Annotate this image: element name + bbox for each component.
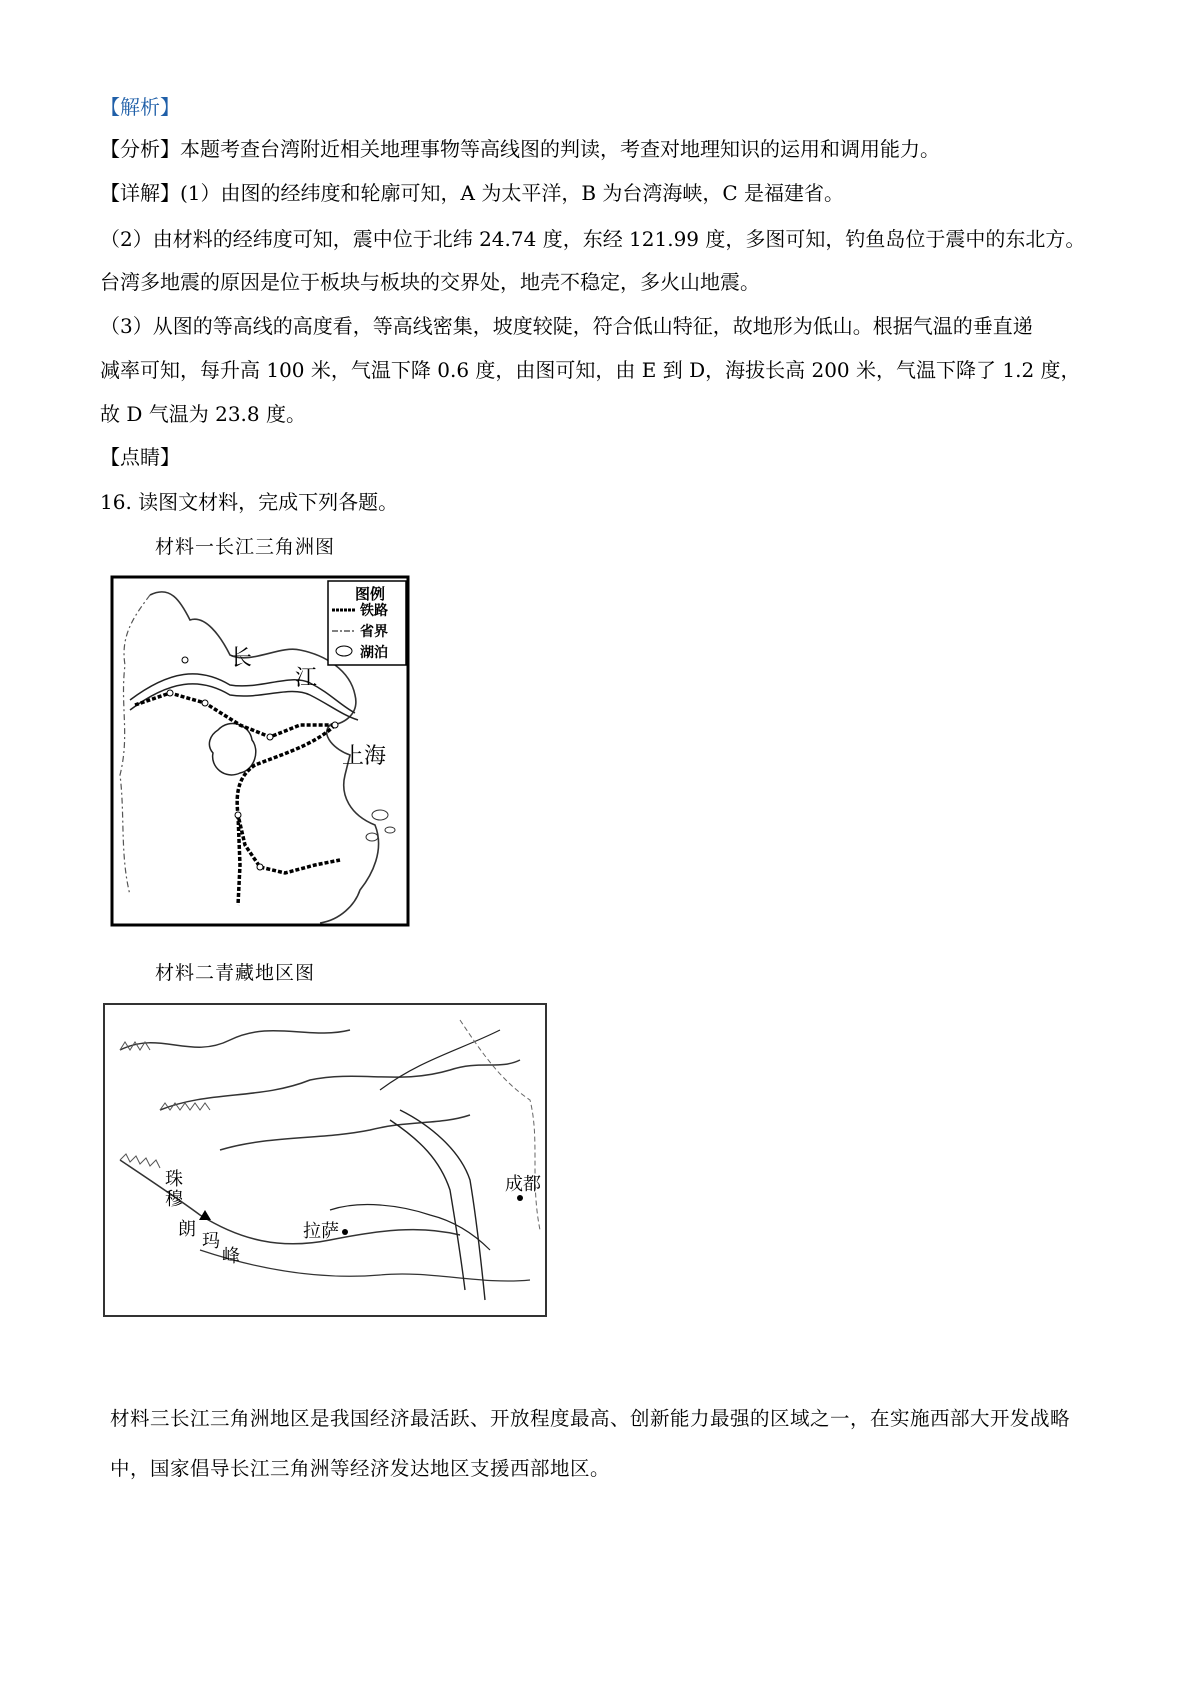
analysis-fenxi: 【分析】本题考查台湾附近相关地理事物等高线图的判读，考查对地理知识的运用和调用能力。 xyxy=(100,137,940,161)
analysis-xiangjie-3c: 故 D 气温为 23.8 度。 xyxy=(100,402,306,426)
map1-label-shanghai: 上海 xyxy=(342,744,387,769)
analysis-xiangjie-2b: 台湾多地震的原因是位于板块与板块的交界处，地壳不稳定，多火山地震。 xyxy=(100,270,760,294)
analysis-xiangjie-1: 【详解】(1）由图的经纬度和轮廓可知，A 为太平洋，B 为台湾海峡，C 是福建省。 xyxy=(100,181,845,205)
analysis-heading: 【解析】 xyxy=(100,95,180,119)
legend-title: 图例 xyxy=(355,585,386,603)
map1-label-chang: 长 xyxy=(230,646,253,671)
legend-border: 省界 xyxy=(360,624,388,640)
yangtze-delta-map xyxy=(110,575,410,927)
material2-caption: 材料二青藏地区图 xyxy=(155,962,316,984)
map1-label-jiang: 江 xyxy=(295,666,318,691)
map2-label-ma: 玛 xyxy=(202,1231,220,1252)
map2-label-mu: 穆 xyxy=(165,1189,183,1210)
legend-lake: 湖泊 xyxy=(360,645,388,661)
map2-label-chengdu: 成都 xyxy=(505,1174,541,1195)
map2-label-lang: 朗 xyxy=(178,1219,196,1240)
analysis-dianjing: 【点睛】 xyxy=(100,445,180,469)
legend-railway: 铁路 xyxy=(360,603,388,619)
map2-label-feng: 峰 xyxy=(222,1246,240,1267)
map2-label-zhu: 珠 xyxy=(165,1169,183,1190)
material3-text: 材料三长江三角洲地区是我国经济最活跃、开放程度最高、创新能力最强的区域之一，在实施西部大开发战略中，国家倡导长江三角洲等经济发达地区支援西部地区。 xyxy=(110,1407,1071,1480)
map2-label-lhasa: 拉萨 xyxy=(303,1221,339,1242)
analysis-xiangjie-2a: （2）由材料的经纬度可知，震中位于北纬 24.74 度，东经 121.99 度，多图可知，钓鱼岛位于震中的东北方。 xyxy=(100,227,1086,251)
material1-caption: 材料一长江三角洲图 xyxy=(155,536,336,558)
qinghai-tibet-map xyxy=(100,1000,550,1320)
analysis-xiangjie-3b: 减率可知，每升高 100 米，气温下降 0.6 度，由图可知，由 E 到 D，海拔长高 200 米，气温下降了 1.2 度， xyxy=(100,358,1081,382)
question-title: 16. 读图文材料，完成下列各题。 xyxy=(100,490,399,514)
analysis-xiangjie-3a: （3）从图的等高线的高度看，等高线密集，坡度较陡，符合低山特征，故地形为低山。根据气温的垂直递 xyxy=(100,314,1033,338)
